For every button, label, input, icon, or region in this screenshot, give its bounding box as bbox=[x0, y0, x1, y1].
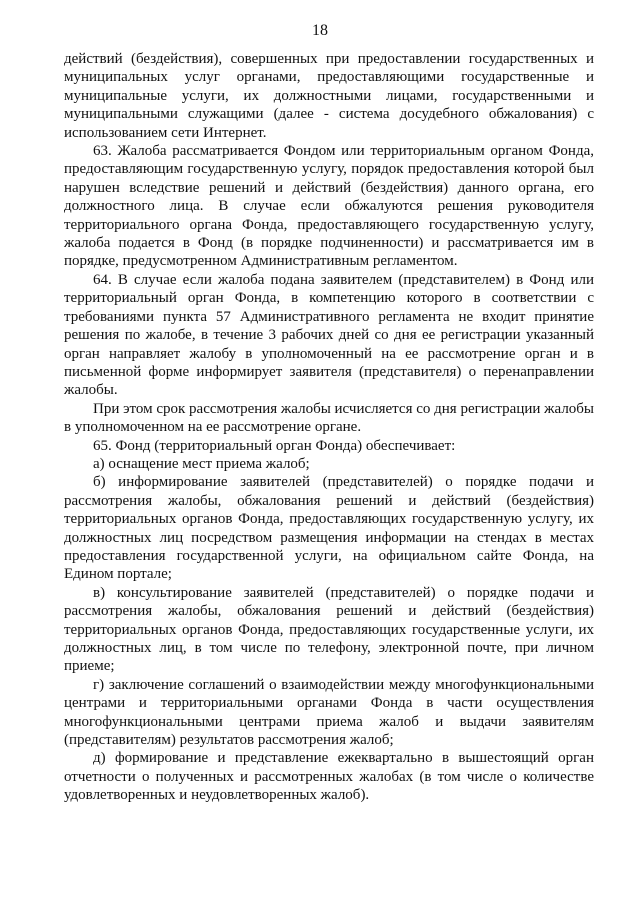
paragraph-64: 64. В случае если жалоба подана заявителем (представителем) в Фонд или территориальный орган Фонда, в компетенцию которого в соответствии с требованиями пункта 57 Административного регламента не входит принятие решения по жалобе, в течение 3 рабочих дней со дня ее регистрации указанный орган направляет жалобу в уполномоченный на ее рассмотрение орган и в письменной форме информирует заявителя (представителя) о перенаправлении жалобы. bbox=[64, 271, 594, 399]
paragraph-63: 63. Жалоба рассматривается Фондом или территориальным органом Фонда, предоставляющим государственную услугу, порядок предоставления которой был нарушен вследствие решений и действий (бездействия) данного органа, его должностного лица. В случае если обжалуются решения руководителя территориального органа Фонда, предоставляющего государственную услугу, жалоба подается в Фонд (в порядке подчиненности) и рассматривается им в порядке, предусмотренном Административным регламентом. bbox=[64, 143, 594, 270]
paragraph-65-b: б) информирование заявителей (представителей) о порядке подачи и рассмотрения жалобы, обжалования решений и действий (бездействия) территориальных органов Фонда, предоставляющих государственную услугу, их должностных лиц посредством размещения информации на стендах в местах предоставления государственной услуги, на официальном сайте Фонда, на Едином портале; bbox=[64, 474, 594, 583]
paragraph-65-d: д) формирование и представление ежеквартально в вышестоящий орган отчетности о полученных и рассмотренных жалобах (в том числе о количестве удовлетворенных и неудовлетворенных жалоб). bbox=[64, 750, 594, 804]
paragraph-continuation: действий (бездействия), совершенных при предоставлении государственных и муниципальных услуг органами, предоставляющими государственные и муниципальные услуги, их должностными лицами, государственными и муниципальными служащими (далее - система досудебного обжалования) с использованием сети Интернет. bbox=[64, 51, 594, 141]
paragraph-65: 65. Фонд (территориальный орган Фонда) обеспечивает: bbox=[93, 437, 456, 454]
paragraph-65-v: в) консультирование заявителей (представителей) о порядке подачи и рассмотрения жалобы, обжалования решений и действий (бездействия) территориальных органов Фонда, предоставляющих государственные услуги, их должностных лиц, в том числе по телефону, электронной почте, при личном приеме; bbox=[64, 584, 594, 675]
paragraph-65-a: а) оснащение мест приема жалоб; bbox=[93, 455, 310, 472]
paragraph-65-g: г) заключение соглашений о взаимодействии между многофункциональными центрами и территориальными органами Фонда в части осуществления многофункциональными центрами приема жалоб и выдачи заявителям (представителям) результатов рассмотрения жалоб; bbox=[64, 676, 594, 749]
paragraph-64-term: При этом срок рассмотрения жалобы исчисляется со дня регистрации жалобы в уполномоченном на ее рассмотрение органе. bbox=[64, 400, 595, 436]
page-number: 18 bbox=[312, 22, 328, 39]
document-body bbox=[64, 50, 594, 805]
